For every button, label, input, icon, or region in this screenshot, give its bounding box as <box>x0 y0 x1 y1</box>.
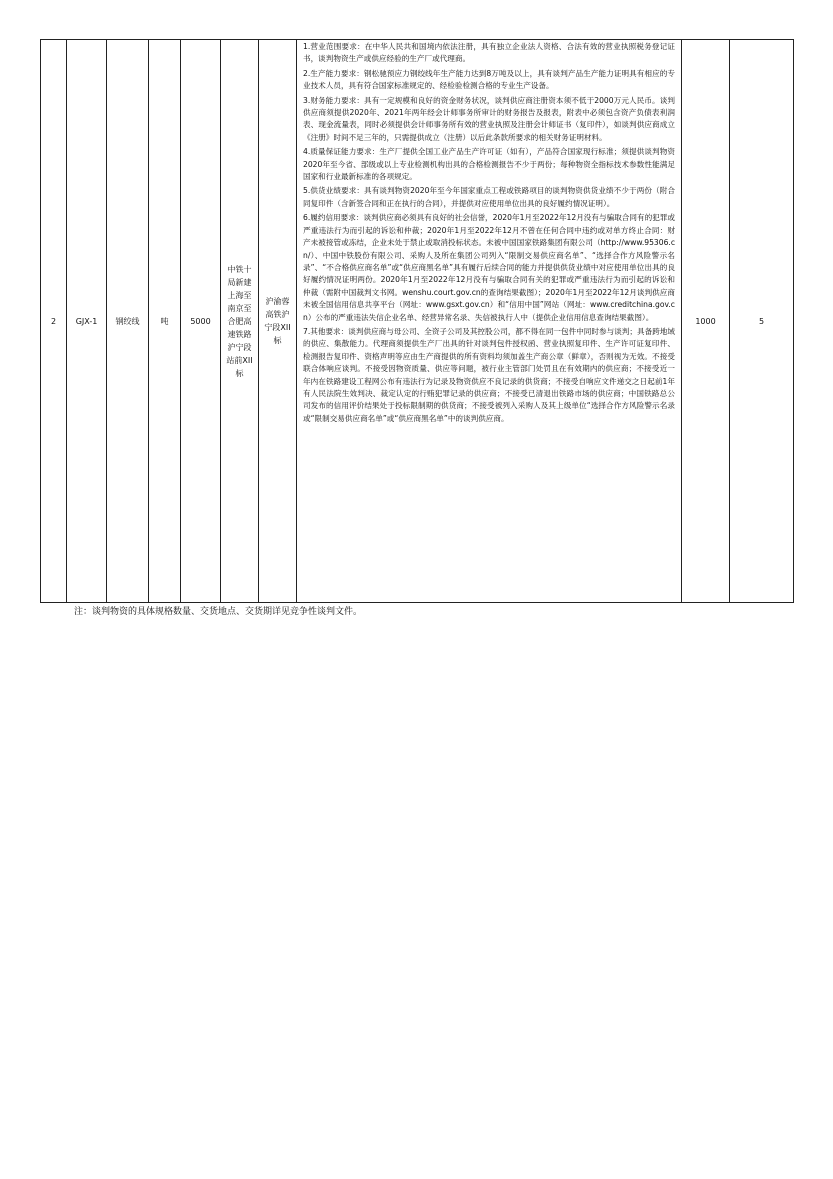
material-cell: 钢绞线 <box>107 40 149 603</box>
value-a-cell: 1000 <box>682 40 730 603</box>
procurement-table <box>40 39 794 603</box>
unit-cell: 吨 <box>149 40 181 603</box>
quantity-cell: 5000 <box>181 40 221 603</box>
requirement-item: 1.营业范围要求：在中华人民共和国境内依法注册，具有独立企业法人资格、合法有效的营业执照税务登记证书，谈判物资生产或供应经验的生产厂或代理商。 <box>303 42 675 64</box>
requirement-item: 6.履约信用要求：谈判供应商必须具有良好的社会信誉，2020年1月至2022年12月没有与骗取合同有的犯罪或严重违法行为而引起的诉讼和仲裁；2020年1月至2022年12月不曾在任何合同中违约或对单方终止合同：财产未被接管或冻结，企业未处于禁止或取消投标状态。未被中国国家铁路集团有限公司（http://www.95306.cn/）、中国中铁股份有限公司、采购人及所在集团公司列入“限制交易供应商名单”、“选择合作方风险警示名录”、“不合格供应商名单”或“供应商黑名单”具有履行后续合同的能力并提供供货业绩中对应使用单位出具的良好履约情况证明两份。2020年1月至2022年12月没有与骗取合同有关的犯罪或严重违法行为而引起的诉讼和仲裁（需附中国裁判文书网。wenshu.court.gov.cn的查询结果截图）；2020年1月至2022年12月谈判供应商未被全国信用信息共享平台（网址：www.gsxt.gov.cn）和“信用中国”网站（网址：www.creditchina.gov.cn）公布的严重违法失信企业名单、经营异常名录、失信被执行人中（提供企业信用信息查询结果截图）。 <box>303 213 675 322</box>
code-cell: GJX-1 <box>67 40 107 603</box>
seq-cell: 2 <box>41 40 67 603</box>
footnote: 注：谈判物资的具体规格数量、交货地点、交货期详见竞争性谈判文件。 <box>74 607 363 617</box>
requirement-item: 3.财务能力要求：具有一定规模和良好的资金财务状况，谈判供应商注册资本须不低于2000万元人民币。谈判供应商须提供2020年、2021年两年经会计师事务所审计的财务报告及报表，附表中必须包含资产负债表利润表、现金流量表，同时必须提供会计师事务所有效的营业执照及注册会计师证书（复印件），如谈判供应商成立《注册》时间不足三年的，只需提供成立（注册）以后此条款所要求的相关财务证明材料。 <box>303 95 675 142</box>
requirements-cell <box>297 40 682 603</box>
requirement-item: 4.质量保证能力要求：生产厂提供全国工业产品生产许可证（如有），产品符合国家现行标准；须提供谈判物资2020年至今省、部级或以上专业检测机构出具的合格检测报告不少于两份；每种物资全指标技术参数性能满足国家和行业最新标准的各项规定。 <box>303 147 675 182</box>
requirement-item: 7.其他要求：谈判供应商与母公司、全资子公司及其控股公司，都不得在同一包件中同时参与谈判；具备跨地域的供应、集散能力。代理商须提供生产厂出具的针对谈判包件授权函、营业执照复印件、生产许可证复印件、检测报告复印件、资格声明等应由生产商提供的所有资料均须加盖生产商公章（鲜章），否则视为无效。不接受联合体响应谈判。不接受因物资质量、供应等问题，被行业主管部门处罚且在有效期内的供应商；不接受近一年内在铁路建设工程网公布有违法行为记录及物资供应不良记录的供货商；不接受自响应文件递交之日起前1年有人民法院生效判决、裁定认定的行贿犯罪记录的供应商；不接受已清退出铁路市场的供应商；中国铁路总公司发布的信用评价结果处于投标限制期的供货商；不接受被列入采购人及其上级单位“选择合作方风险警示名录或“限制交易供应商名单”或“供应商黑名单”中的谈判供应商。 <box>303 326 675 423</box>
project-cell: 中铁十局新建上海至南京至合肥高速铁路沪宁段站前XII标 <box>221 40 259 603</box>
value-b-cell: 5 <box>730 40 794 603</box>
destination-cell: 沪渝蓉高铁沪宁段XII标 <box>259 40 297 603</box>
requirement-item: 2.生产能力要求：钢松驰预应力钢绞线年生产能力达到8万吨及以上，具有谈判产品生产能力证明具有相应的专业技术人员，具有符合国家标准规定的、经检验检测合格的专业生产设备。 <box>303 68 675 91</box>
table-row <box>41 40 794 603</box>
requirement-item: 5.供货业绩要求：具有谈判物资2020年至今年国家重点工程或铁路项目的谈判物资供货业绩不少于两份（附合同复印件（含新签合同和正在执行的合同），并提供对应使用单位出具的良好履约情况证明）。 <box>303 186 675 208</box>
